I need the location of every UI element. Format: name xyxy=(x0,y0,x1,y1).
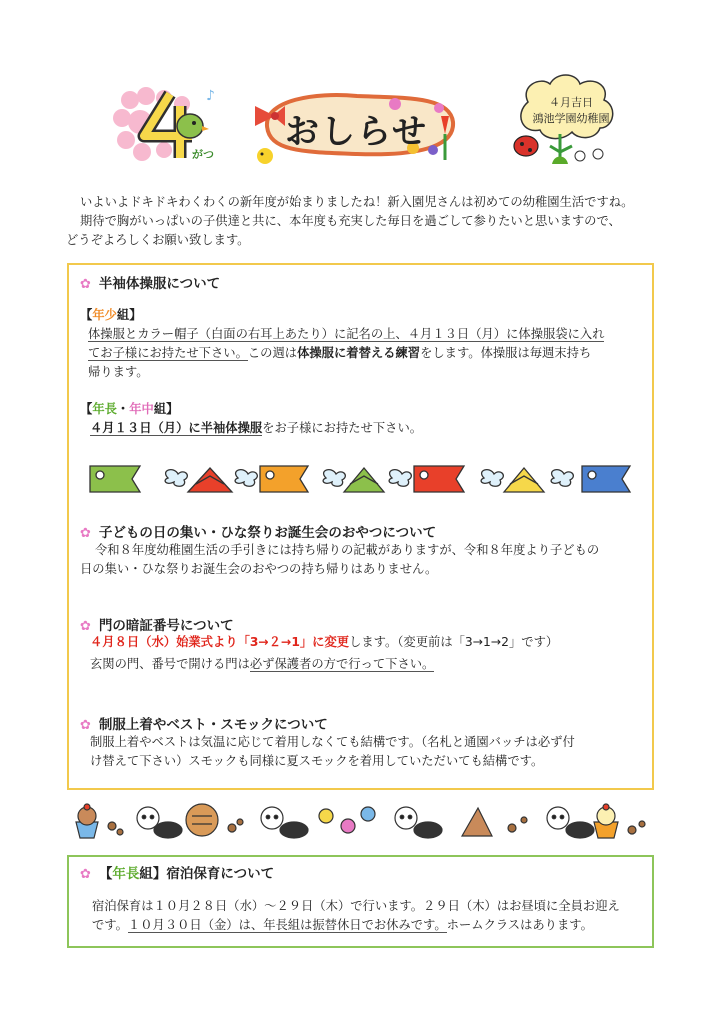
intro-line-3: どうぞよろしくお願い致します。 xyxy=(66,233,250,247)
pe-nensho-line-3: 帰ります。 xyxy=(88,365,149,379)
overnight-line-2: です。１０月３０日（金）は、年長組は振替休日でお休みです。ホームクラスはあります。 xyxy=(92,918,593,932)
section-heading-overnight: ✿ 【年長組】宿泊保育について xyxy=(80,866,275,882)
month-badge xyxy=(112,86,232,166)
uniform-line-1: 制服上着やベストは気温に応じて着用しなくても結構です。（名札と通園バッチは必ず付 xyxy=(90,735,575,749)
gate-code-line-1: ４月８日（水）始業式より「3→２→1」に変更します。（変更前は「3→1→2」です） xyxy=(90,635,559,649)
snacks-line-1: 令和８年度幼稚園生活の手引きには持ち帰りの記載がありますが、令和８年度より子どもの xyxy=(95,543,600,557)
flower-icon: ✿ xyxy=(80,526,91,541)
flower-icon: ✿ xyxy=(80,867,91,882)
uniform-line-2: け替えて下さい）スモックも同様に夏スモックを着用していただいても結構です。 xyxy=(90,754,544,768)
flower-icon: ✿ xyxy=(80,718,91,733)
notice-date: ４月吉日 xyxy=(549,96,593,109)
flower-icon: ✿ xyxy=(80,619,91,634)
koinobori-decoration-row xyxy=(88,462,636,496)
month-suffix: がつ xyxy=(192,148,214,161)
group-label-nencho-nenchu: 【年長・年中組】 xyxy=(80,402,179,416)
flower-icon: ✿ xyxy=(80,277,91,292)
title-banner xyxy=(245,86,470,168)
gate-code-line-2: 玄関の門、番号で開ける門は必ず保護者の方で行って下さい。 xyxy=(90,657,435,671)
section-heading-gate-code: ✿ 門の暗証番号について xyxy=(80,618,234,634)
ants-sweets-decoration-row xyxy=(72,800,652,842)
section-heading-uniform: ✿ 制服上着やベスト・スモックについて xyxy=(80,717,328,733)
group-label-nensho: 【年少組】 xyxy=(80,308,142,322)
intro-line-2: 期待で胸がいっぱいの子供達と共に、本年度も充実した毎日を過ごして参りたいと思いますので、 xyxy=(80,214,621,228)
pe-nensho-line-1: 体操服とカラー帽子（白面の右耳上あたり）に記名の上、４月１３日（月）に体操服袋に入れ xyxy=(88,327,605,341)
snacks-line-2: 日の集い・ひな祭りお誕生会のおやつの持ち帰りはありません。 xyxy=(80,562,438,576)
section-heading-snacks: ✿ 子どもの日の集い・ひな祭りお誕生会のおやつについて xyxy=(80,525,437,541)
section-heading-pe-uniform: ✿ 半袖体操服について xyxy=(80,276,221,292)
intro-line-1: いよいよドキドキわくわくの新年度が始まりましたね！新入園児さんは初めての幼稚園生活ですね。 xyxy=(80,195,634,209)
pe-nencho-line: ４月１３日（月）に半袖体操服をお子様にお持たせ下さい。 xyxy=(90,421,423,435)
svg-text:♪: ♪ xyxy=(206,88,215,104)
date-cloud xyxy=(510,72,620,168)
overnight-line-1: 宿泊保育は１０月２８日（水）～２９日（木）で行います。２９日（木）はお昼頃に全員お迎え xyxy=(92,899,620,913)
title-text: おしらせ xyxy=(285,112,428,152)
pe-nensho-line-2: てお子様にお持たせ下さい。この週は体操服に着替える練習をします。体操服は毎週末持ち xyxy=(88,346,592,360)
school-name: 鴻池学園幼稚園 xyxy=(532,112,610,125)
